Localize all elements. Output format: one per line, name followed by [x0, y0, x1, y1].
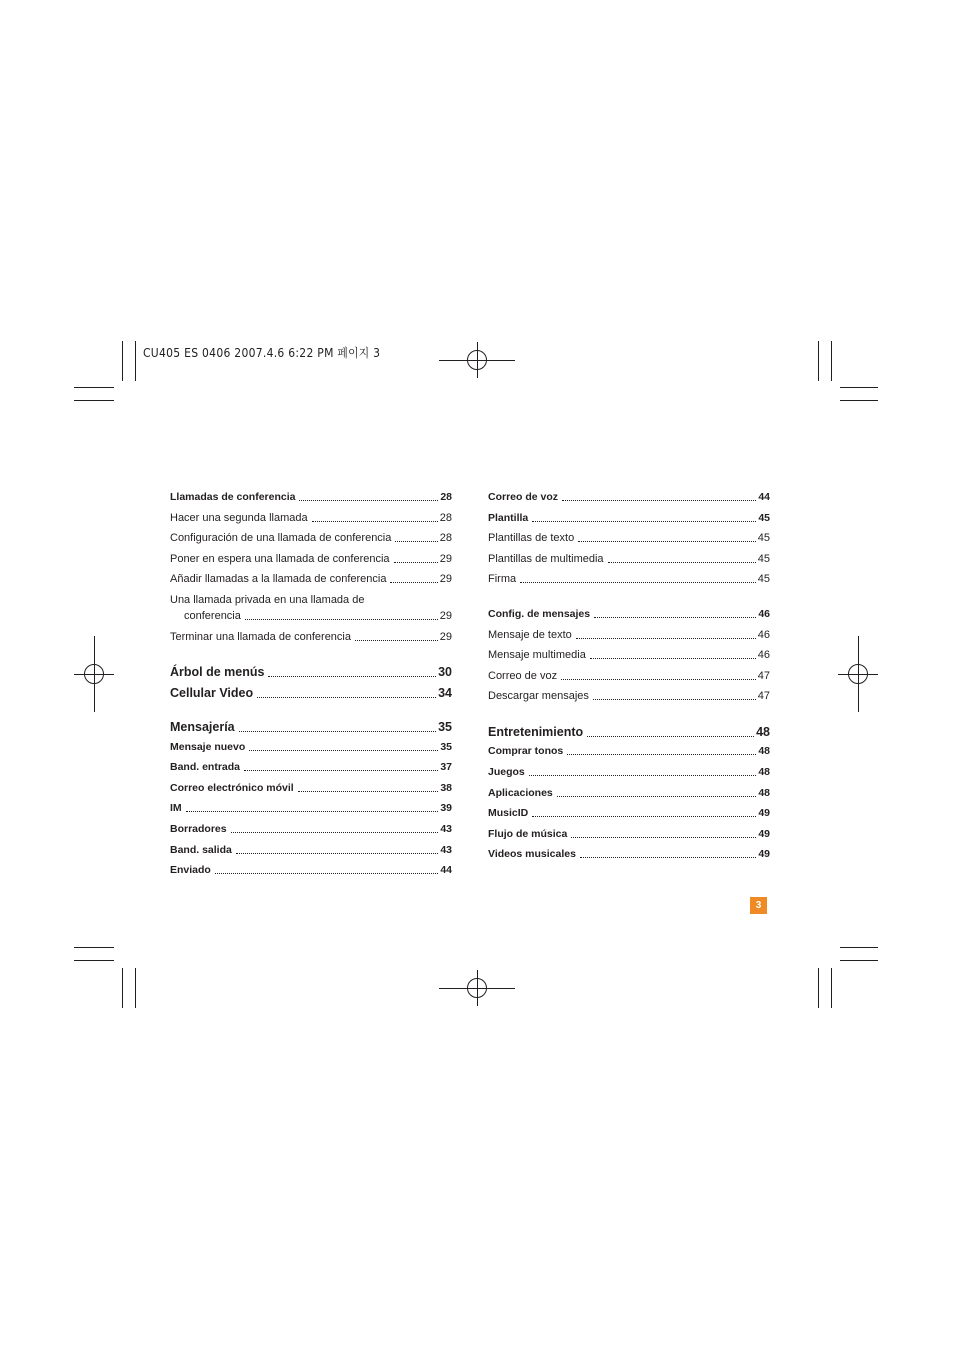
crop-mark	[74, 400, 114, 401]
toc-entry[interactable]: Llamadas de conferencia 28	[170, 491, 452, 503]
toc-entry[interactable]: MusicID 49	[488, 807, 770, 820]
toc-entry[interactable]: Flujo de música 49	[488, 827, 770, 840]
toc-entry[interactable]: Mensaje multimedia 46	[488, 649, 770, 662]
toc-entry[interactable]: Una llamada privada en una llamada de conferencia 29	[170, 593, 452, 622]
toc-entry[interactable]: Plantillas de multimedia 45	[488, 552, 770, 565]
crop-mark	[74, 387, 114, 388]
toc-entry[interactable]: Borradores 43	[170, 823, 452, 836]
toc-entry[interactable]: Juegos 48	[488, 766, 770, 779]
toc-entry[interactable]: Correo de voz 44	[488, 491, 770, 503]
crop-mark	[840, 960, 878, 961]
toc-entry[interactable]: Hacer una segunda llamada 28	[170, 511, 452, 524]
toc-entry[interactable]: Config. de mensajes 46	[488, 607, 770, 620]
toc-entry[interactable]: Terminar una llamada de conferencia 29	[170, 630, 452, 643]
toc-entry[interactable]: Plantillas de texto 45	[488, 532, 770, 545]
toc-entry[interactable]: Comprar tonos 48	[488, 745, 770, 758]
toc-entry[interactable]: Mensaje nuevo 35	[170, 740, 452, 753]
crop-mark	[818, 341, 819, 381]
toc-entry[interactable]: Descargar mensajes 47	[488, 690, 770, 703]
crop-mark	[831, 341, 832, 381]
crop-mark	[840, 947, 878, 948]
toc-entry[interactable]: Aplicaciones 48	[488, 786, 770, 799]
toc-right-column	[488, 490, 770, 868]
toc-entry[interactable]: Mensaje de texto 46	[488, 628, 770, 641]
crop-mark	[122, 341, 123, 381]
crop-mark	[135, 341, 136, 381]
crop-mark	[135, 968, 136, 1008]
toc-entry[interactable]: Band. entrada 37	[170, 761, 452, 774]
toc-entry[interactable]: Correo electrónico móvil 38	[170, 781, 452, 794]
toc-section[interactable]: Árbol de menús 30	[170, 665, 452, 680]
print-slug: CU405 ES 0406 2007.4.6 6:22 PM 페이지 3	[143, 346, 381, 360]
crop-mark	[840, 400, 878, 401]
crop-mark	[840, 387, 878, 388]
toc-section[interactable]: Entretenimiento 48	[488, 724, 770, 739]
crop-mark	[74, 947, 114, 948]
crop-mark	[74, 960, 114, 961]
toc-entry[interactable]: Poner en espera una llamada de conferencia 29	[170, 552, 452, 565]
toc-entry[interactable]: Correo de voz 47	[488, 669, 770, 682]
toc-entry[interactable]: Videos musicales 49	[488, 848, 770, 861]
toc-entry[interactable]: Plantilla 45	[488, 511, 770, 524]
crop-mark	[818, 968, 819, 1008]
toc-entry[interactable]: IM 39	[170, 802, 452, 815]
page-number-badge: 3	[750, 897, 767, 914]
toc-entry[interactable]: Configuración de una llamada de conferencia 28	[170, 532, 452, 545]
toc-entry[interactable]: Firma 45	[488, 573, 770, 586]
toc-section[interactable]: Cellular Video 34	[170, 685, 452, 700]
toc-entry[interactable]: Band. salida 43	[170, 843, 452, 856]
toc-entry[interactable]: Enviado 44	[170, 864, 452, 877]
crop-mark	[831, 968, 832, 1008]
toc-left-column	[170, 490, 452, 884]
toc-entry[interactable]: Añadir llamadas a la llamada de conferencia 29	[170, 573, 452, 586]
crop-mark	[122, 968, 123, 1008]
toc-section[interactable]: Mensajería 35	[170, 720, 452, 735]
